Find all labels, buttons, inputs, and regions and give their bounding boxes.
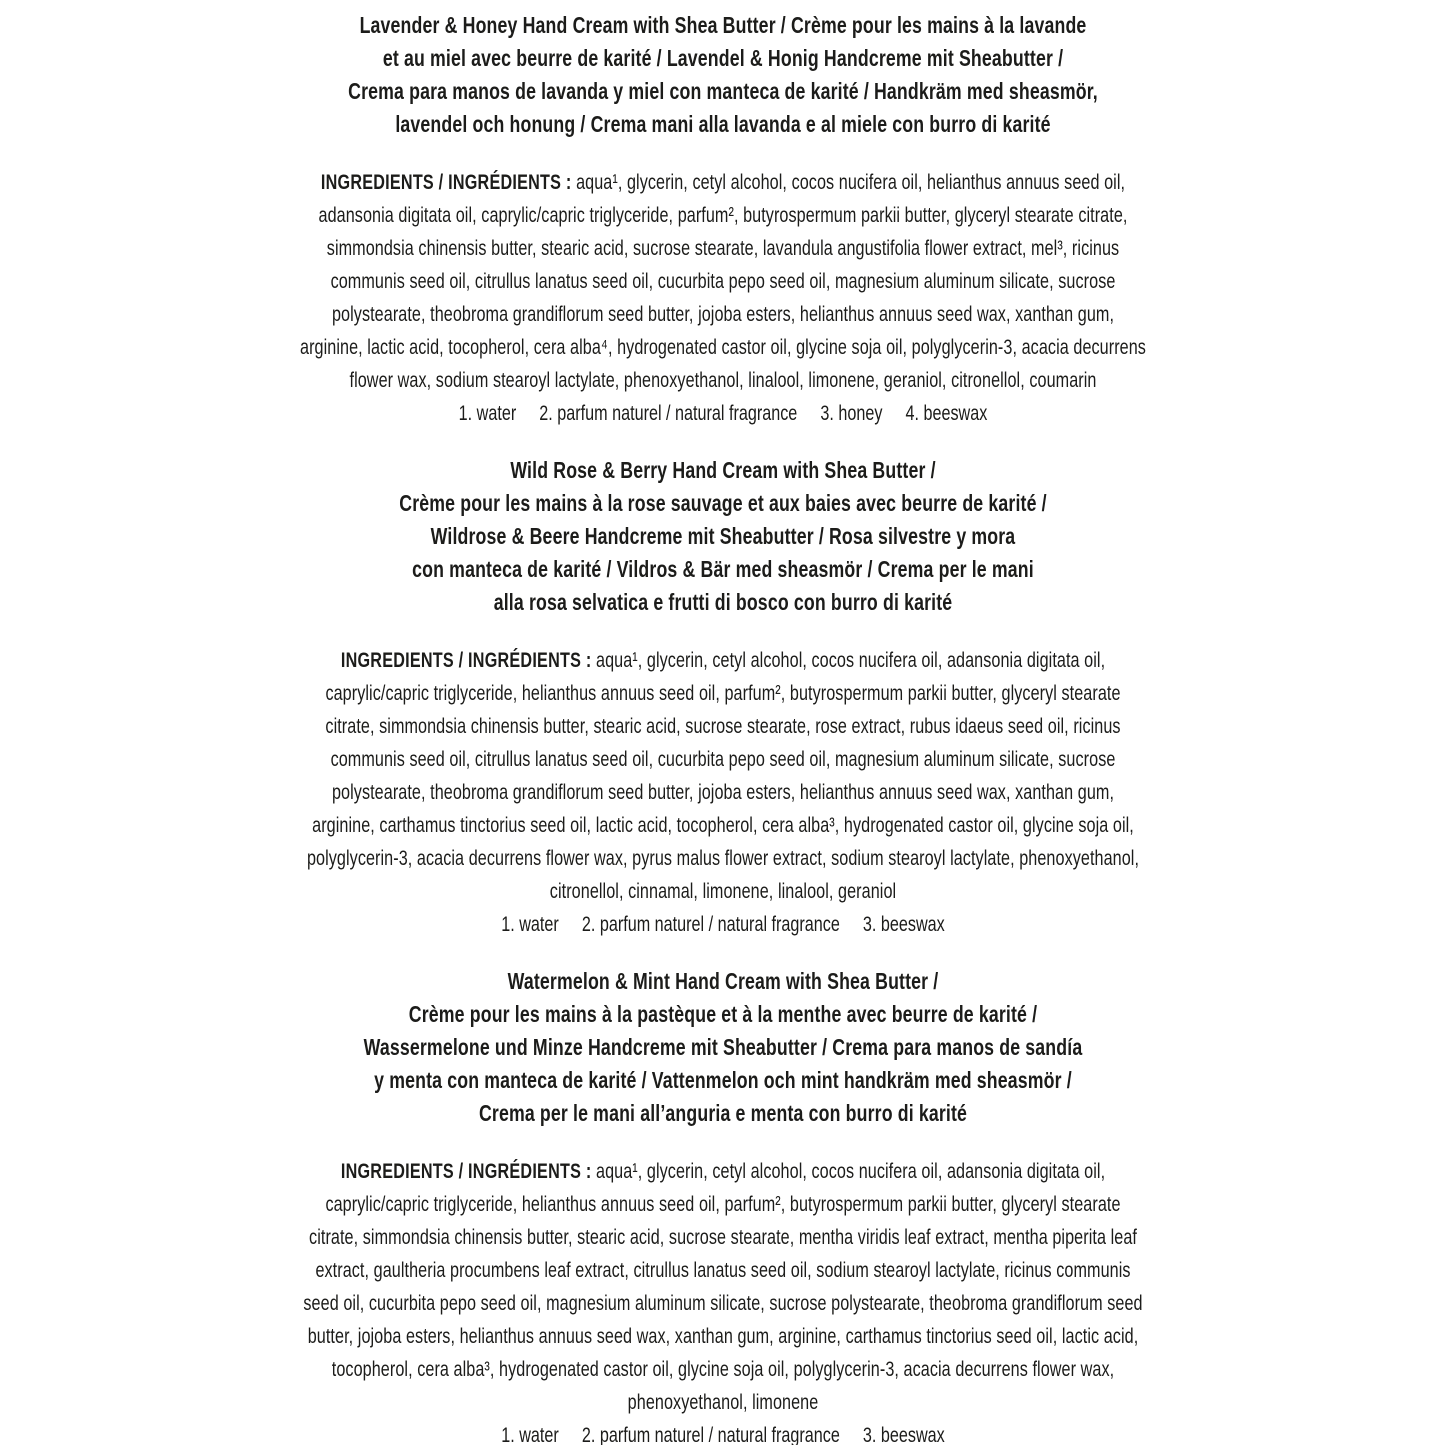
footnote-fragrance: 2. parfum naturel / natural fragrance (581, 913, 840, 936)
title-line: lavendel och honung / Crema mani alla lavanda e al miele con burro di karité (394, 111, 1051, 137)
footnote-fragrance: 2. parfum naturel / natural fragrance (581, 1424, 840, 1445)
footnote-beeswax: 3. beeswax (862, 1424, 945, 1445)
title-line: Watermelon & Mint Hand Cream with Shea Butter / (507, 968, 938, 994)
footnote-fragrance: 2. parfum naturel / natural fragrance (538, 402, 797, 425)
ingredients-label: INGREDIENTS / INGRÉDIENTS : (340, 1160, 591, 1183)
title-line: con manteca de karité / Vildros & Bär med sheasmör / Crema per le mani (411, 556, 1034, 582)
footnote-water: 1. water (458, 402, 516, 425)
section-watermelon-mint (299, 965, 1146, 1445)
product-title-watermelon-mint (299, 965, 1146, 1130)
footnote-beeswax: 3. beeswax (862, 913, 945, 936)
footnotes-row (299, 1419, 1146, 1445)
title-line: Crème pour les mains à la rose sauvage et aux baies avec beurre de karité / (398, 490, 1047, 516)
ingredients-paragraph (299, 166, 1146, 397)
ingredients-paragraph (299, 1155, 1146, 1419)
title-line: y menta con manteca de karité / Vattenmelon och mint handkräm med sheasmör / (373, 1067, 1072, 1093)
title-line: Wildrose & Beere Handcreme mit Sheabutter / Rosa silvestre y mora (430, 523, 1015, 549)
title-line: Crema per le mani all’anguria e menta con burro di karité (478, 1100, 967, 1126)
ingredients-list: aqua¹, glycerin, cetyl alcohol, cocos nucifera oil, adansonia digitata oil, caprylic/capric triglyceride, helianthus annuus seed oil, parfum², butyrospermum parkii butter, glyceryl stearate citrate, simmondsia chinensis butter, stearic acid, sucrose stearate, rose extract, rubus idaeus seed oil, ricinus communis seed oil, citrullus lanatus seed oil, cucurbita pepo seed oil, magnesium aluminum silicate, sucrose polystearate, theobroma grandiflorum seed butter, jojoba esters, helianthus annuus seed wax, xanthan gum, arginine, carthamus tinctorius seed oil, lactic acid, tocopherol, cera alba³, hydrogenated castor oil, glycine soja oil, polyglycerin-3, acacia decurrens flower wax, pyrus malus flower extract, sodium stearoyl lactylate, phenoxyethanol, citronellol, cinnamal, limonene, linalool, geraniol (306, 649, 1139, 903)
title-line: Wild Rose & Berry Hand Cream with Shea Butter / (509, 457, 936, 483)
footnote-water: 1. water (500, 913, 559, 936)
footnotes-row (299, 397, 1146, 430)
title-line: Wassermelone und Minze Handcreme mit Sheabutter / Crema para manos de sandía (363, 1034, 1082, 1060)
title-line: Lavender & Honey Hand Cream with Shea Butter / Crème pour les mains à la lavande (359, 12, 1086, 38)
ingredients-list: aqua¹, glycerin, cetyl alcohol, cocos nucifera oil, helianthus annuus seed oil, adansonia digitata oil, caprylic/capric triglyceride, parfum², butyrospermum parkii butter, glyceryl stearate citrate, simmondsia chinensis butter, stearic acid, sucrose stearate, lavandula angustifolia flower extract, mel³, ricinus communis seed oil, citrullus lanatus seed oil, cucurbita pepo seed oil, magnesium aluminum silicate, sucrose polystearate, theobroma grandiflorum seed butter, jojoba esters, helianthus annuus seed wax, xanthan gum, arginine, lactic acid, tocopherol, cera alba⁴, hydrogenated castor oil, glycine soja oil, polyglycerin-3, acacia decurrens flower wax, sodium stearoyl lactylate, phenoxyethanol, linalool, limonene, geraniol, citronellol, coumarin (299, 171, 1146, 392)
section-lavender-honey (299, 9, 1146, 430)
title-line: Crema para manos de lavanda y miel con manteca de karité / Handkräm med sheasmör, (347, 78, 1098, 104)
section-wild-rose-berry (299, 454, 1146, 941)
product-title-wild-rose-berry (299, 454, 1146, 619)
footnotes-row (299, 908, 1146, 941)
title-line: alla rosa selvatica e frutti di bosco con burro di karité (493, 589, 952, 615)
title-line: Crème pour les mains à la pastèque et à la menthe avec beurre de karité / (408, 1001, 1037, 1027)
footnote-beeswax: 4. beeswax (905, 402, 987, 425)
title-line: et au miel avec beurre de karité / Lavendel & Honig Handcreme mit Sheabutter / (382, 45, 1063, 71)
product-title-lavender-honey (299, 9, 1146, 141)
ingredients-paragraph (299, 644, 1146, 908)
label-text-column (299, 9, 1146, 1445)
footnote-honey: 3. honey (819, 402, 882, 425)
ingredients-list: aqua¹, glycerin, cetyl alcohol, cocos nucifera oil, adansonia digitata oil, caprylic/capric triglyceride, helianthus annuus seed oil, parfum², butyrospermum parkii butter, glyceryl stearate citrate, simmondsia chinensis butter, stearic acid, sucrose stearate, mentha viridis leaf extract, mentha piperita leaf extract, gaultheria procumbens leaf extract, citrullus lanatus seed oil, sodium stearoyl lactylate, ricinus communis seed oil, cucurbita pepo seed oil, magnesium aluminum silicate, sucrose polystearate, theobroma grandiflorum seed butter, jojoba esters, helianthus annuus seed wax, xanthan gum, arginine, carthamus tinctorius seed oil, lactic acid, tocopherol, cera alba³, hydrogenated castor oil, glycine soja oil, polyglycerin-3, acacia decurrens flower wax, phenoxyethanol, limonene (302, 1160, 1143, 1414)
footnote-water: 1. water (500, 1424, 559, 1445)
ingredients-label: INGREDIENTS / INGRÉDIENTS : (340, 649, 591, 672)
ingredients-label: INGREDIENTS / INGRÉDIENTS : (320, 171, 572, 194)
